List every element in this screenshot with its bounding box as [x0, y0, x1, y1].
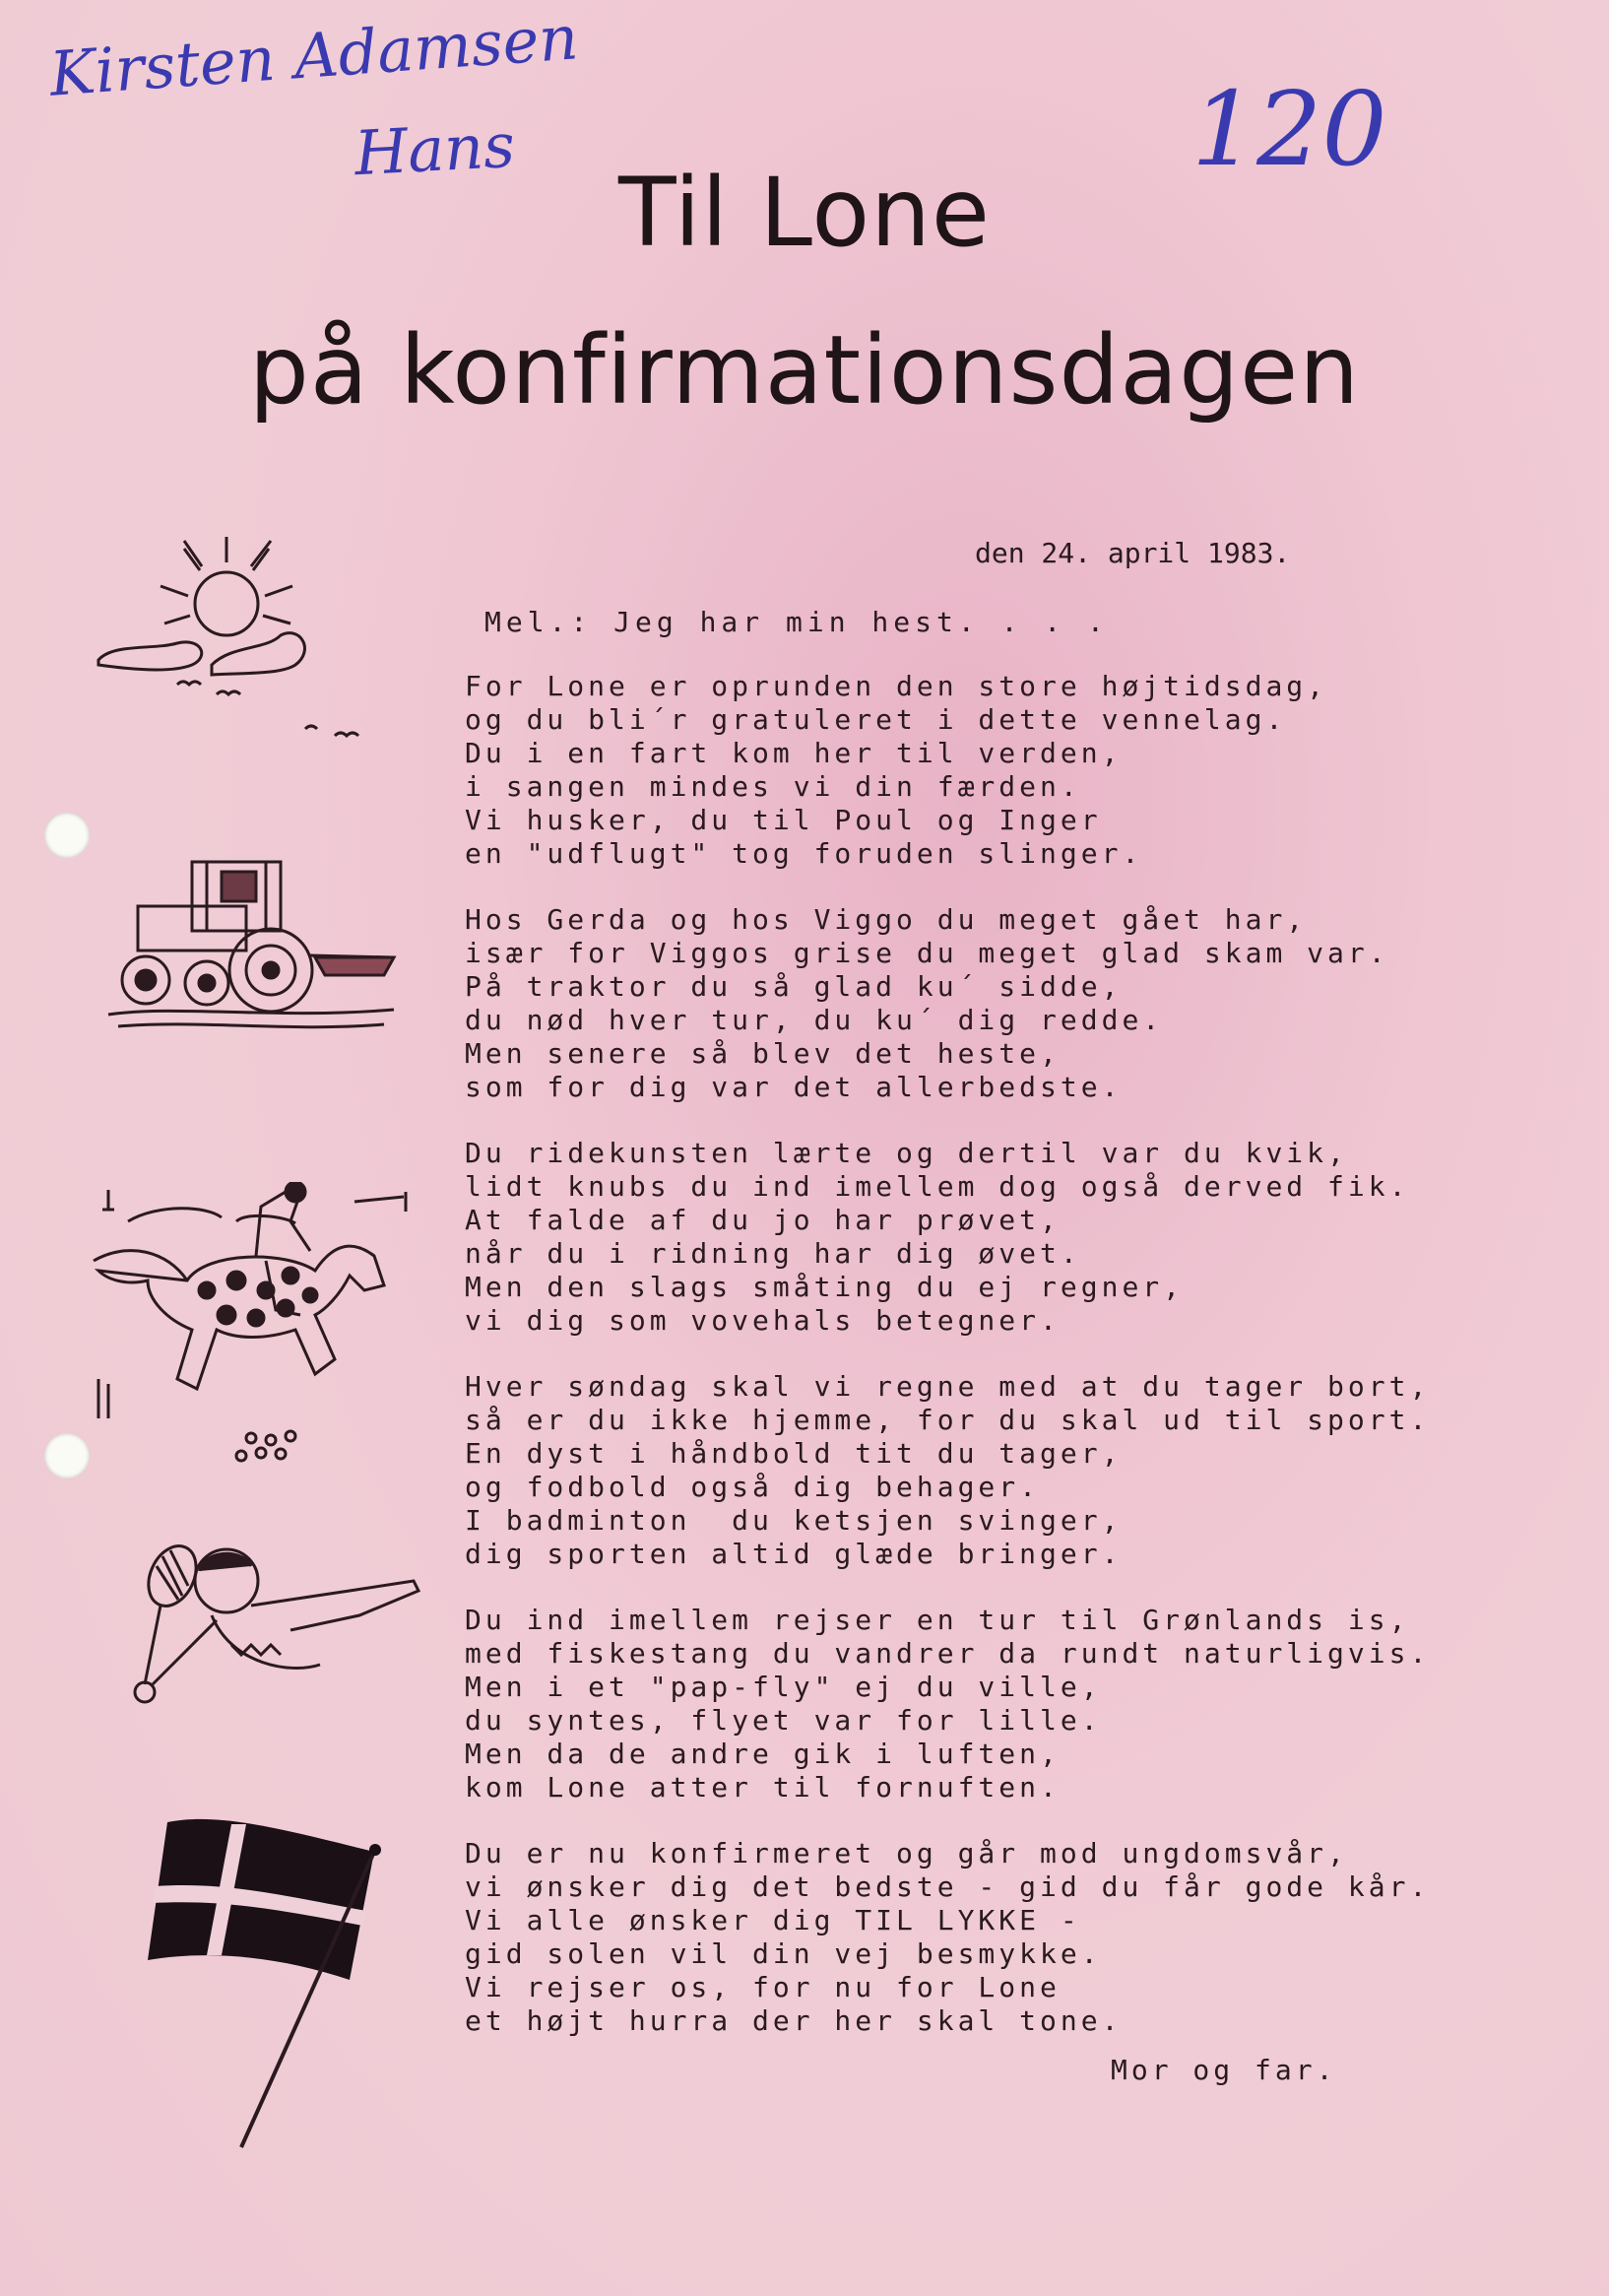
handwritten-name-second-line: Hans — [353, 108, 517, 190]
poem-line: Du ind imellem rejser en tur til Grønlands is, — [465, 1604, 1410, 1636]
poem-line: vi ønsker dig det bedste - gid du får gode kår. — [465, 1870, 1431, 1903]
tractor-illustration — [98, 847, 414, 1044]
signature: Mor og far. — [1111, 2054, 1337, 2086]
sun-illustration — [94, 527, 409, 754]
poem-line: så er du ikke hjemme, for du skal ud til sport. — [465, 1404, 1431, 1436]
poem-line: For Lone er oprunden den store højtidsdag, — [465, 670, 1328, 702]
stanza — [465, 1137, 1528, 1338]
poem-line: når du i ridning har dig øvet. — [465, 1237, 1081, 1270]
date-line: den 24. april 1983. — [975, 537, 1291, 569]
poem-line: vi dig som vovehals betegner. — [465, 1304, 1061, 1337]
handwritten-number: 120 — [1191, 69, 1387, 189]
poem-line: Men i et "pap-fly" ej du ville, — [465, 1671, 1102, 1703]
poem-line: lidt knubs du ind imellem dog også derved fik. — [465, 1170, 1410, 1203]
poem-line: Du er nu konfirmeret og går mod ungdomsvår, — [465, 1837, 1348, 1870]
poem-line: et højt hurra der her skal tone. — [465, 2004, 1123, 2037]
poem-line: især for Viggos grise du meget glad skam var. — [465, 937, 1389, 969]
poem-line: Men den slags småting du ej regner, — [465, 1271, 1185, 1303]
poem-line: At falde af du jo har prøvet, — [465, 1204, 1061, 1236]
poem-line: dig sporten altid glæde bringer. — [465, 1538, 1123, 1570]
poem-line: en "udflugt" tog foruden slinger. — [465, 837, 1143, 870]
poem-line: Vi alle ønsker dig TIL LYKKE - — [465, 1904, 1081, 1936]
poem-line: Du i en fart kom her til verden, — [465, 737, 1123, 769]
poem — [465, 670, 1528, 2070]
poem-line: Hos Gerda og hos Viggo du meget gået har, — [465, 903, 1308, 936]
horse-rider-illustration — [89, 1182, 423, 1477]
punch-hole — [44, 813, 90, 858]
poem-line: du syntes, flyet var for lille. — [465, 1704, 1102, 1737]
poem-line: Men da de andre gik i luften, — [465, 1738, 1061, 1770]
poem-line: Vi husker, du til Poul og Inger — [465, 804, 1102, 836]
poem-line: Men senere så blev det heste, — [465, 1037, 1061, 1070]
poem-line: På traktor du så glad ku´ sidde, — [465, 970, 1123, 1003]
poem-line: Hver søndag skal vi regne med at du tager bort, — [465, 1370, 1431, 1403]
stanza — [465, 670, 1528, 871]
poem-line: I badminton du ketsjen svinger, — [465, 1504, 1123, 1537]
melody-line: Mel.: Jeg har min hest. . . . — [484, 606, 1109, 638]
danish-flag-illustration — [138, 1812, 394, 2157]
poem-line: Vi rejser os, for nu for Lone — [465, 1971, 1061, 2003]
poem-line: Du ridekunsten lærte og dertil var du kvik, — [465, 1137, 1348, 1169]
poem-line: og du bli´r gratuleret i dette vennelag. — [465, 703, 1287, 736]
punch-hole — [44, 1433, 90, 1478]
poem-line: som for dig var det allerbedste. — [465, 1071, 1123, 1103]
poem-line: En dyst i håndbold tit du tager, — [465, 1437, 1123, 1470]
page-title: Til Lone — [618, 158, 991, 268]
page-subtitle: på konfirmationsdagen — [248, 315, 1361, 426]
stanza — [465, 1837, 1528, 2038]
poem-line: gid solen vil din vej besmykke. — [465, 1937, 1102, 1970]
badminton-player-illustration — [123, 1537, 438, 1724]
stanza — [465, 1370, 1528, 1571]
poem-line: du nød hver tur, du ku´ dig redde. — [465, 1004, 1164, 1036]
stanza — [465, 1604, 1528, 1804]
handwritten-name: Kirsten Adamsen — [47, 1, 581, 110]
poem-line: i sangen mindes vi din færden. — [465, 770, 1081, 803]
poem-line: kom Lone atter til fornuften. — [465, 1771, 1061, 1804]
poem-line: med fiskestang du vandrer da rundt naturligvis. — [465, 1637, 1431, 1670]
stanza — [465, 903, 1528, 1104]
poem-line: og fodbold også dig behager. — [465, 1471, 1041, 1503]
